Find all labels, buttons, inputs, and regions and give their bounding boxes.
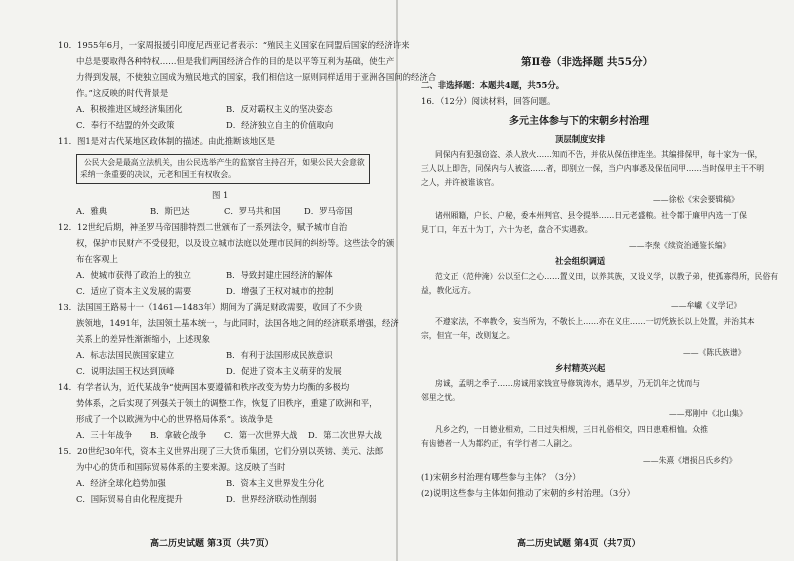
q15-line1: 15．20世纪30年代，资本主义世界出现了三大货币集团，它们分别以英镑、美元、法郎 [58, 446, 384, 456]
q10-line1: 10．1955年6月，一家周报援引印度尼西亚记者表示：“殖民主义国家在同盟后国家的经济许来 [58, 40, 410, 50]
question-2: (2)说明这些参与主体如何推动了宋朝的乡村治理。（3分） [421, 488, 635, 498]
s2-text-line4: 宗，但宜一年，改则复之。 [421, 331, 515, 340]
q12-line2: 权，保护市民财产不受侵犯，以及设立城市法庭以处理市民间的纠纷等。这些法令的颁 [76, 238, 395, 248]
s2-text-line2: 益，教化远方。 [421, 286, 476, 295]
q10-option-a: A．积极推进区域经济集团化 [76, 104, 183, 114]
material-title: 多元主体参与下的宋朝乡村治理 [509, 116, 649, 127]
q14-line2: 势体系，之后实现了列强关于领土的调整工作，恢复了旧秩序，重建了欧洲和平， [76, 398, 378, 408]
page-4 [421, 0, 779, 561]
q15-option-a: A．经济全球化趋势加强 [76, 478, 166, 488]
s3-text-line3: 凡乡之约，一日德业相劝，二日过失相规，三日礼俗相交，四日患难相恤。众推 [435, 425, 708, 434]
s3-text-line2: 邻里之忧。 [421, 393, 460, 402]
page-fold [396, 0, 398, 561]
q13-line3: 关系上的差异性渐渐缩小，上述现象 [76, 334, 210, 344]
q13-option-c: C．说明法国王权达到顶峰 [76, 366, 175, 376]
subhead-top-level-design: 顶层制度安排 [555, 134, 606, 144]
q15-option-d: D．世界经济联动性削弱 [226, 494, 317, 504]
q13-option-b: B．有利于法国形成民族意识 [226, 350, 333, 360]
s1-text-line2: 三人以上即告，同保内与人被盗……者，即别立一保，当户内事悉及保伍同甲……当时保甲主干不明 [421, 164, 765, 173]
q10-option-c: C．奉行不结盟的外交政策 [76, 120, 175, 130]
s1-text-line1: 同保内有犯强窃盗、杀人放火……知而不告，并依从保伍律连坐。其编排保甲，每十家为一保， [435, 150, 763, 159]
q14-option-b: B．拿破仑战争 [150, 430, 207, 440]
question-1: (1)宋朝乡村治理有哪些参与主体？（3分） [421, 472, 581, 482]
page-3-footer: 高二历史试题 第3页（共7页） [150, 539, 274, 549]
q14-line1: 14．有学者认为，近代某战争“使两国本要遵循和秩序改变为势力均衡的多极均 [58, 382, 350, 392]
q10-line4: 作。”这反映的时代背景是 [76, 88, 169, 98]
q11-option-b: B．斯巴达 [150, 206, 190, 216]
s1-text-line3: 之人，并许被谁该官。 [421, 178, 499, 187]
page-4-footer: 高二历史试题 第4页（共7页） [517, 539, 641, 549]
q15-option-c: C．国际贸易自由化程度提升 [76, 494, 183, 504]
q13-option-d: D．促进了资本主义萌芽的发展 [226, 366, 342, 376]
q16-prompt: 16．（12分）阅读材料，回答问题。 [421, 96, 556, 106]
s3-source-1: ——郑刚中《北山集》 [669, 409, 747, 418]
figure-1-text-line1: 公民大会是最高立法机关，由公民选举产生的监察官主持召开，如果公民大会意欲 [84, 158, 365, 167]
q14-option-a: A．三十年战争 [76, 430, 133, 440]
q11-option-a: A．雅典 [76, 206, 108, 216]
page-3 [58, 0, 437, 561]
q12-option-a: A．使城市获得了政治上的独立 [76, 270, 191, 280]
q15-option-b: B．资本主义世界发生分化 [226, 478, 325, 488]
s2-source-1: ——牟巘《义学记》 [671, 301, 742, 310]
figure-1-caption: 图 1 [212, 190, 229, 200]
section-2-instructions: 二、非选择题：本题共4题，共55分。 [421, 80, 565, 90]
s2-text-line1: 范文正（范仲淹）公以至仁之心……置义田，以养其族，又设义学，以教子弟，使孤寡得所，民俗有 [435, 272, 779, 281]
q12-line1: 12．12世纪后期，神圣罗马帝国腓特烈二世颁布了一系列法令，赋予城市自治 [58, 222, 348, 232]
q11-line1: 11．图1是对古代某地区政体制的描述。由此推断该地区是 [58, 136, 275, 146]
q14-line3: 形成了一个以欧洲为中心的世界格局体系”。该战争是 [76, 414, 273, 424]
q12-option-b: B．导致封建庄园经济的解体 [226, 270, 333, 280]
s3-source-2: ——朱熹《增损吕氏乡约》 [643, 456, 737, 465]
q13-option-a: A．标志法国民族国家建立 [76, 350, 175, 360]
s2-text-line3: 不遵家法，不率教令，妄当所为，不敬长上……亦在义庄……一切凭族长以上处置，并治其本 [435, 317, 755, 326]
q10-line2: 中总是要取得各种特权……但是我们两国经济合作的目的是以平等互利为基础，使生产 [76, 56, 395, 66]
q15-line2: 为中心的货币和国际贸易体系的主要来源。这反映了当时 [76, 462, 286, 472]
q10-option-d: D．经济独立自主的价值取向 [226, 120, 334, 130]
q14-option-d: D．第二次世界大战 [308, 430, 382, 440]
s1-source-1: ——徐松《宋会要辑稿》 [653, 195, 739, 204]
q11-option-c: C．罗马共和国 [224, 206, 281, 216]
q14-option-c: C．第一次世界大战 [224, 430, 298, 440]
section-2-heading: 第Ⅱ卷（非选择题 共55分） [521, 56, 654, 68]
q10-option-b: B．反对霸权主义的坚决姿态 [226, 104, 333, 114]
q12-option-d: D．增强了王权对城市的控制 [226, 286, 334, 296]
q13-line2: 族领地，1491年，法国领土基本统一，与此同时，法国各地之间的经济联系增强，经济 [76, 318, 399, 328]
figure-1-text-line2: 采纳一条重要的决议，元老和国王有权收会。 [80, 170, 236, 179]
q11-option-d: D．罗马帝国 [304, 206, 353, 216]
q10-line3: 力得到发展，不使独立国成为殖民地式的国家，我们相信这一原则同样适用于亚洲各国间的经济合 [76, 72, 437, 82]
q12-option-c: C．适应了资本主义发展的需要 [76, 286, 192, 296]
s3-text-line4: 有齿德者一人为都约正，有学行者二人副之。 [421, 439, 577, 448]
s1-text-line4: 诸州厢籍，户长、户秘，委本州判官、县令提举……日元老盛粮。社令都于廉甲内选一丁保 [435, 211, 747, 220]
s1-text-line5: 見丁口，年五十为丁，六十为老，盘合不实遇救。 [421, 225, 593, 234]
s1-source-2: ——李焘《续资治通鉴长编》 [629, 241, 731, 250]
q12-line3: 布在客观上 [76, 254, 118, 264]
q13-line1: 13．法国国王路易十一（1461—1483年）期间为了满足财政需要，收回了不少贵 [58, 302, 363, 312]
s3-text-line1: 房诚，孟明之季子……房诚用家钱宣导修筑涛水，遇旱岁，乃无饥年之忧而与 [435, 379, 701, 388]
subhead-social-organization: 社会组织调适 [555, 256, 606, 266]
s2-source-2: ——《陈氏族谱》 [683, 348, 746, 357]
subhead-rural-elites: 乡村精英兴起 [555, 363, 606, 373]
